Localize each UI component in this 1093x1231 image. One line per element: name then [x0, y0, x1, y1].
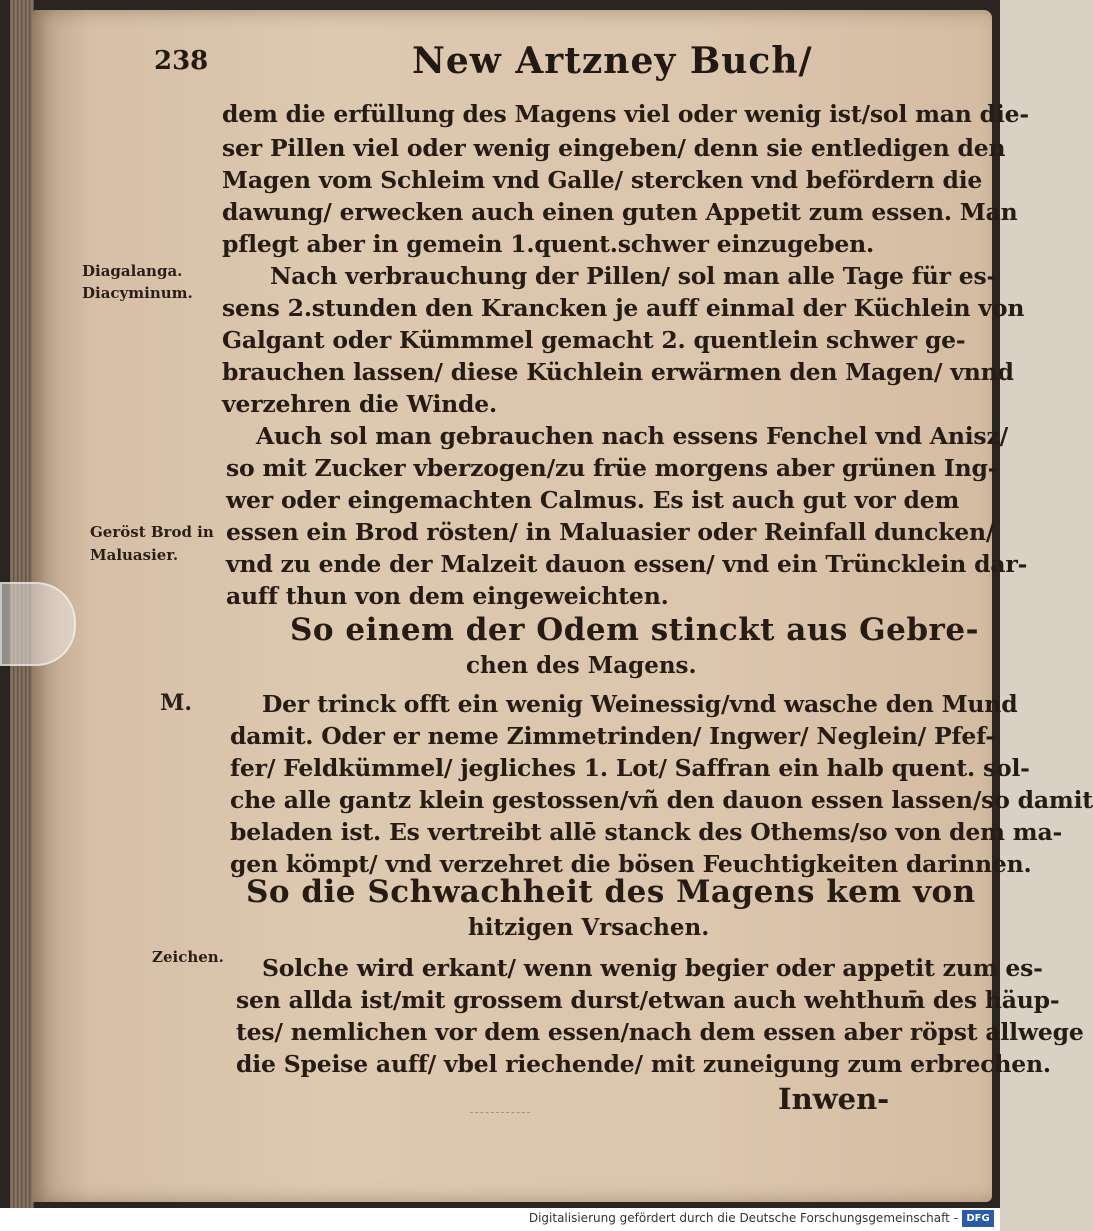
text-line: Auch sol man gebrauchen nach essens Fenchel vnd Anisz/ — [256, 422, 1008, 450]
text-line: verzehren die Winde. — [222, 390, 498, 418]
running-head — [150, 40, 910, 92]
text-line: beladen ist. Es vertreibt allē stanck des Othems/so von dem ma- — [230, 818, 1063, 846]
text-line: tes/ nemlichen vor dem essen/nach dem essen aber röpst allwege — [236, 1018, 1084, 1046]
text-line: sen allda ist/mit grossem durst/etwan auch wehthum̄ des häup- — [236, 986, 1060, 1014]
text-line: so mit Zucker vberzogen/zu früe morgens aber grünen Ing- — [226, 454, 998, 482]
footer-bar — [0, 1208, 1000, 1231]
text-line: Der trinck offt ein wenig Weinessig/vnd wasche den Mund — [262, 690, 1018, 718]
text-line: che alle gantz klein gestossen/vñ den dauon essen lassen/so damit — [230, 786, 1093, 814]
text-line: pflegt aber in gemein 1.quent.schwer einzugeben. — [222, 230, 874, 258]
text-line: dawung/ erwecken auch einen guten Appetit zum essen. Man — [222, 198, 1018, 226]
text-line: Magen vom Schleim vnd Galle/ stercken vnd befördern die — [222, 166, 983, 194]
text-line: wer oder eingemachten Calmus. Es ist auch gut vor dem — [226, 486, 960, 514]
text-line: gen kömpt/ vnd verzehret die bösen Feuchtigkeiten darinnen. — [230, 850, 1032, 878]
text-line: brauchen lassen/ diese Küchlein erwärmen den Magen/ vnnd — [222, 358, 1014, 386]
text-line: Solche wird erkant/ wenn wenig begier oder appetit zum es- — [262, 954, 1043, 982]
section-heading: So die Schwachheit des Magens kem von — [246, 874, 976, 910]
printers-ornament — [470, 1112, 530, 1115]
catchword: Inwen- — [778, 1082, 890, 1116]
text-line: ser Pillen viel oder wenig eingeben/ denn sie entledigen den — [222, 134, 1006, 162]
margin-note-diagalanga: Diagalanga. — [82, 262, 183, 280]
text-line: Nach verbrauchung der Pillen/ sol man alle Tage für es- — [270, 262, 997, 290]
margin-note-zeichen: Zeichen. — [152, 948, 224, 966]
text-line: damit. Oder er neme Zimmetrinden/ Ingwer/ Neglein/ Pfef- — [230, 722, 995, 750]
margin-note-diacyminum: Diacyminum. — [82, 284, 193, 302]
margin-note-maluasier: Maluasier. — [90, 546, 179, 564]
page-number: 238 — [154, 46, 209, 76]
footer-credit: Digitalisierung gefördert durch die Deutsche Forschungsgemeinschaft - — [528, 1211, 958, 1225]
section-heading-continued: chen des Magens. — [466, 652, 697, 679]
margin-note-m: M. — [160, 690, 193, 716]
text-line: fer/ Feldkümmel/ jegliches 1. Lot/ Saffran ein halb quent. sol- — [230, 754, 1030, 782]
section-heading-continued: hitzigen Vrsachen. — [468, 914, 710, 941]
text-line: Galgant oder Kümmmel gemacht 2. quentlein schwer ge- — [222, 326, 966, 354]
page-header-title: New Artzney Buch/ — [412, 40, 813, 82]
plastic-page-clip — [0, 582, 76, 666]
margin-note-geroest-brod: Geröst Brod in — [90, 523, 214, 541]
dfg-logo[interactable]: DFG — [962, 1210, 994, 1227]
text-line: sens 2.stunden den Krancken je auff einmal der Küchlein von — [222, 294, 1025, 322]
text-line: dem die erfüllung des Magens viel oder wenig ist/sol man die- — [222, 100, 1029, 128]
text-line: auff thun von dem eingeweichten. — [226, 582, 669, 610]
text-line: vnd zu ende der Malzeit dauon essen/ vnd ein Trüncklein dar- — [226, 550, 1028, 578]
text-line: essen ein Brod rösten/ in Maluasier oder Reinfall duncken/ — [226, 518, 995, 546]
section-heading: So einem der Odem stinckt aus Gebre- — [290, 612, 979, 648]
text-line: die Speise auff/ vbel riechende/ mit zuneigung zum erbrechen. — [236, 1050, 1051, 1078]
